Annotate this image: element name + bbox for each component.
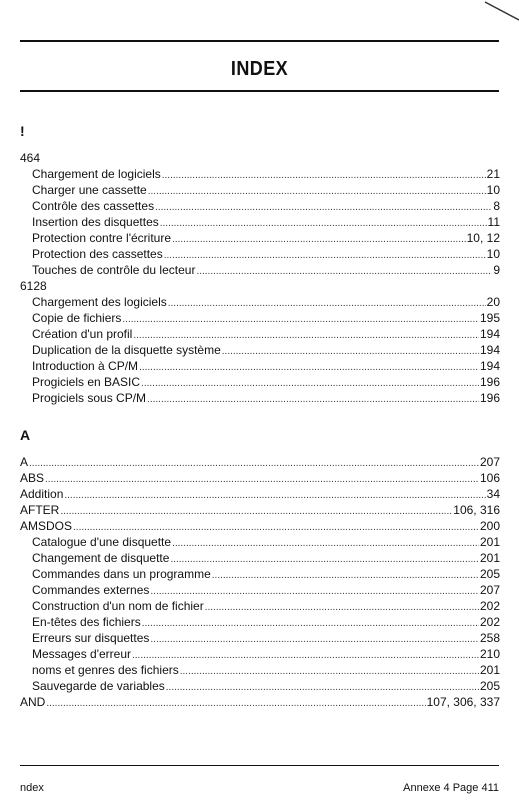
entry-pages: 258 (479, 631, 500, 645)
section-spacer (20, 140, 500, 150)
entry-pages: 9 (493, 263, 500, 277)
dot-leader (64, 488, 485, 502)
index-entry (20, 486, 500, 502)
section-letter: ! (20, 123, 25, 139)
dot-leader (222, 344, 479, 358)
entry-pages: 205 (479, 679, 500, 693)
entry-label: Introduction à CP/M (32, 359, 139, 373)
index-list (20, 122, 500, 710)
entry-pages: 194 (479, 327, 500, 341)
entry-label: Protection contre l'écriture (32, 231, 172, 245)
index-subentry (20, 326, 500, 342)
index-subentry (20, 342, 500, 358)
entry-label: Création d'un profil (32, 327, 133, 341)
entry-pages: 207 (479, 583, 500, 597)
dot-leader (60, 504, 452, 518)
index-subentry (20, 614, 500, 630)
index-subentry (20, 566, 500, 582)
entry-pages: 202 (479, 599, 500, 613)
dot-leader (122, 312, 479, 326)
entry-label: Protection des cassettes (32, 247, 163, 261)
index-subentry (20, 230, 500, 246)
entry-pages: 194 (479, 343, 500, 357)
footer-rule (20, 765, 499, 766)
entry-label: Addition (20, 487, 64, 501)
dot-leader (180, 664, 479, 678)
entry-pages: 21 (486, 167, 500, 181)
dot-leader (73, 520, 479, 534)
section-spacer (20, 444, 500, 454)
index-subentry (20, 214, 500, 230)
dot-leader (147, 392, 479, 406)
entry-label: Chargement des logiciels (32, 295, 167, 309)
entry-label: AFTER (20, 503, 60, 517)
entry-pages: 106, 316 (453, 503, 500, 517)
dot-leader (139, 360, 479, 374)
index-subentry (20, 550, 500, 566)
dot-leader (172, 536, 479, 550)
section-letter: A (20, 427, 31, 443)
entry-label: AMSDOS (20, 519, 73, 533)
entry-label: 464 (20, 151, 41, 165)
entry-label: ABS (20, 471, 45, 485)
index-subentry (20, 390, 500, 406)
entry-label: Erreurs sur disquettes (32, 631, 150, 645)
index-subentry (20, 630, 500, 646)
index-entry (20, 454, 500, 470)
top-rule (20, 40, 499, 42)
entry-pages: 195 (479, 311, 500, 325)
entry-label: Changement de disquette (32, 551, 170, 565)
index-entry (20, 470, 500, 486)
entry-pages: 34 (486, 487, 500, 501)
dot-leader (155, 200, 492, 214)
entry-pages: 196 (479, 375, 500, 389)
entry-label: Commandes externes (32, 583, 150, 597)
entry-pages: 207 (479, 455, 500, 469)
entry-pages: 10, 12 (466, 231, 500, 245)
dot-leader (150, 632, 479, 646)
dot-leader (150, 584, 479, 598)
index-subentry (20, 662, 500, 678)
index-entry (20, 502, 500, 518)
dot-leader (166, 680, 479, 694)
entry-label: Touches de contrôle du lecteur (32, 263, 196, 277)
index-subentry (20, 582, 500, 598)
index-subentry (20, 198, 500, 214)
entry-label: 6128 (20, 279, 47, 293)
entry-pages: 107, 306, 337 (426, 695, 500, 709)
entry-pages: 201 (479, 551, 500, 565)
dot-leader (133, 328, 479, 342)
entry-label: Messages d'erreur (32, 647, 131, 661)
corner-line-mark (479, 0, 519, 24)
entry-pages: 10 (486, 183, 500, 197)
entry-pages: 194 (479, 359, 500, 373)
entry-label: Chargement de logiciels (32, 167, 161, 181)
entry-pages: 205 (479, 567, 500, 581)
entry-pages: 8 (493, 199, 500, 213)
dot-leader (29, 456, 479, 470)
dot-leader (46, 696, 425, 710)
entry-pages: 200 (479, 519, 500, 533)
index-subentry (20, 534, 500, 550)
entry-label: En-têtes des fichiers (32, 615, 141, 629)
dot-leader (142, 616, 479, 630)
entry-label: Contrôle des cassettes (32, 199, 155, 213)
entry-label: Copie de fichiers (32, 311, 122, 325)
dot-leader (164, 248, 486, 262)
index-entry (20, 150, 500, 166)
entry-label: Duplication de la disquette système (32, 343, 221, 357)
entry-pages: 201 (479, 663, 500, 677)
dot-leader (132, 648, 479, 662)
footer-page-number: Annexe 4 Page 411 (403, 782, 499, 794)
index-subentry (20, 310, 500, 326)
entry-pages: 201 (479, 535, 500, 549)
entry-pages: 106 (479, 471, 500, 485)
entry-pages: 11 (487, 215, 500, 229)
entry-label: AND (20, 695, 46, 709)
entry-pages: 20 (486, 295, 500, 309)
footer-section-label: ndex (20, 782, 44, 794)
dot-leader (212, 568, 479, 582)
index-entry (20, 278, 500, 294)
index-subentry (20, 294, 500, 310)
entry-label: A (20, 455, 29, 469)
header-rule (20, 90, 499, 92)
dot-leader (196, 264, 492, 278)
index-entry (20, 518, 500, 534)
section-gap (20, 406, 500, 426)
entry-label: Progiciels en BASIC (32, 375, 141, 389)
index-subentry (20, 262, 500, 278)
dot-leader (205, 600, 479, 614)
dot-leader (170, 552, 479, 566)
dot-leader (168, 296, 486, 310)
index-subentry (20, 646, 500, 662)
dot-leader (172, 232, 466, 246)
index-subentry (20, 678, 500, 694)
dot-leader (45, 472, 479, 486)
dot-leader (148, 184, 486, 198)
entry-pages: 210 (479, 647, 500, 661)
entry-pages: 196 (479, 391, 500, 405)
entry-label: Catalogue d'une disquette (32, 535, 172, 549)
index-subentry (20, 598, 500, 614)
index-subentry (20, 246, 500, 262)
entry-label: Progiciels sous CP/M (32, 391, 147, 405)
index-subentry (20, 166, 500, 182)
dot-leader (162, 168, 486, 182)
entry-label: Sauvegarde de variables (32, 679, 165, 693)
page-title: INDEX (230, 58, 289, 80)
entry-label: Charger une cassette (32, 183, 147, 197)
entry-label: Insertion des disquettes (32, 215, 159, 229)
dot-leader (160, 216, 487, 230)
entry-label: Construction d'un nom de fichier (32, 599, 204, 613)
index-subentry (20, 182, 500, 198)
index-entry (20, 694, 500, 710)
entry-label: Commandes dans un programme (32, 567, 211, 581)
index-subentry (20, 358, 500, 374)
entry-pages: 202 (479, 615, 500, 629)
dot-leader (141, 376, 479, 390)
entry-label: noms et genres des fichiers (32, 663, 179, 677)
index-subentry (20, 374, 500, 390)
entry-pages: 10 (486, 247, 500, 261)
